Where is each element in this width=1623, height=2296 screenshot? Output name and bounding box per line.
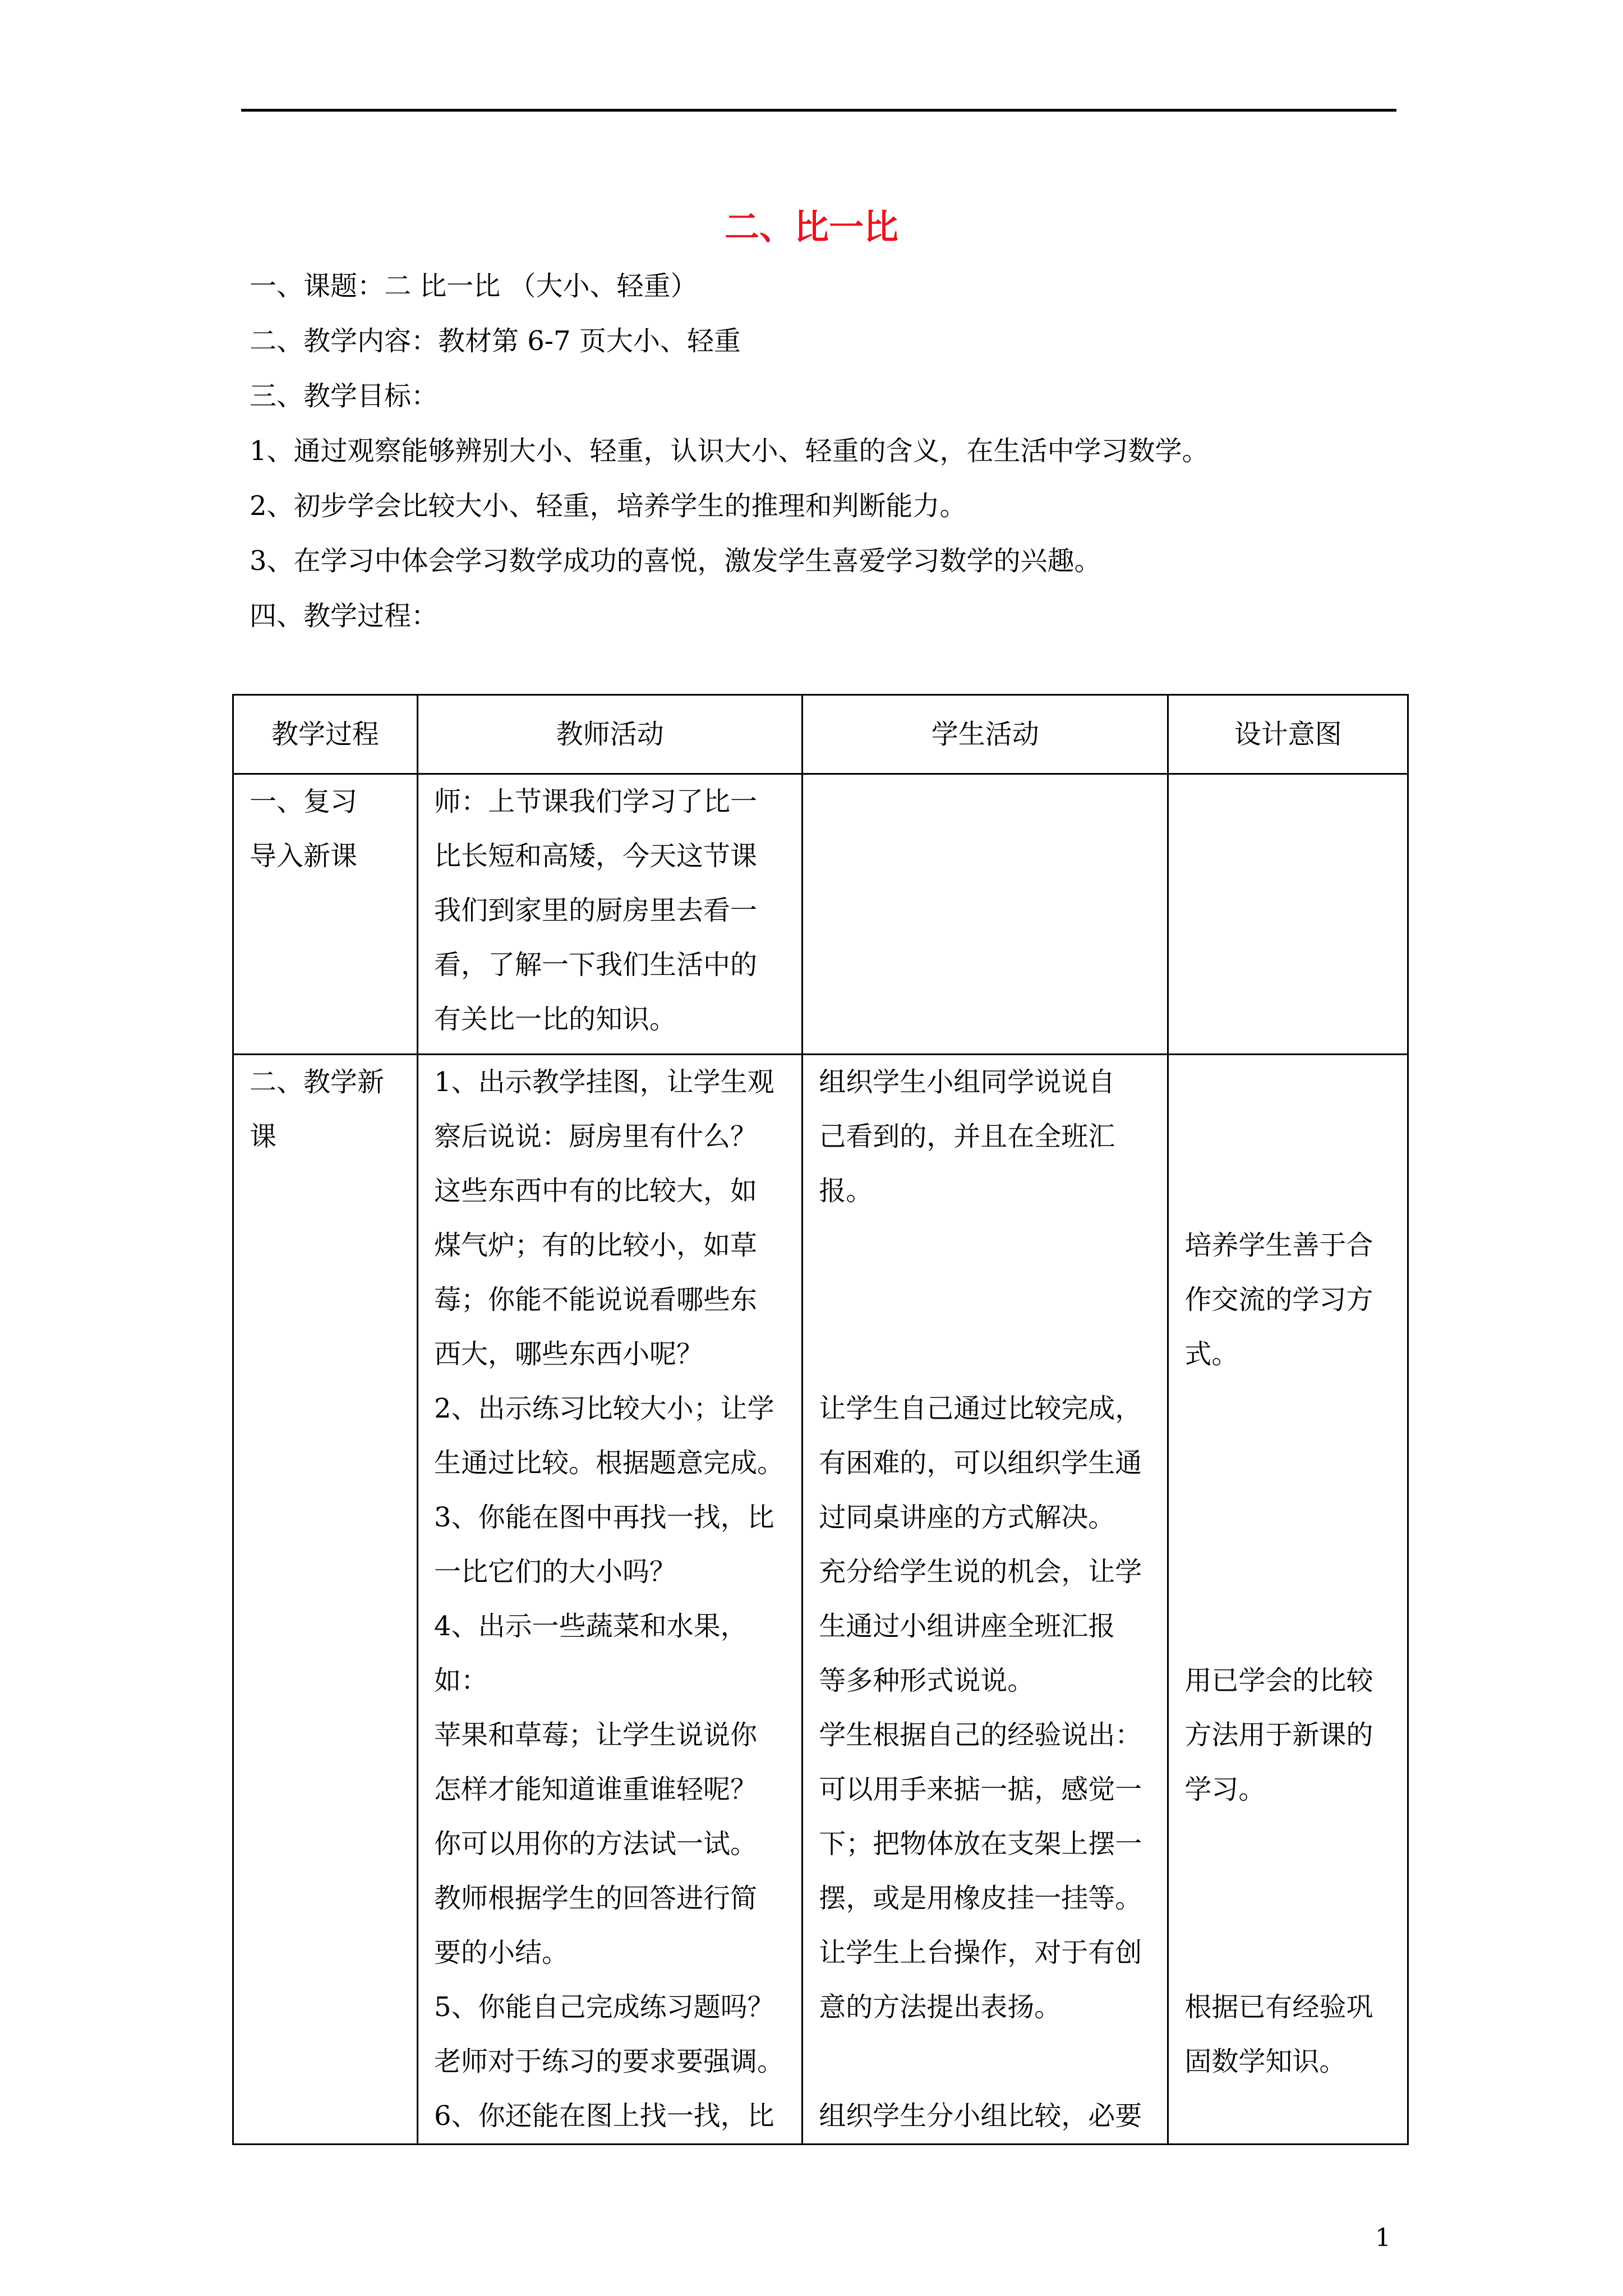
header-rule bbox=[241, 109, 1396, 112]
intent-text: 培养学生善于合 作交流的学习方 式。 用已学会的比较 方法用于新课的 学习。 根据已有经验巩 固数学知识。 bbox=[1184, 1230, 1373, 2077]
goal-3: 3、在学习中体会学习数学成功的喜悦，激发学生喜爱学习数学的兴趣。 bbox=[250, 545, 1101, 577]
table-row bbox=[233, 1055, 1408, 2145]
table-header-row bbox=[233, 695, 1408, 774]
table-row bbox=[233, 774, 1408, 1055]
teaching-goals-heading: 三、教学目标： bbox=[250, 380, 439, 412]
cell-stage bbox=[233, 1055, 418, 2145]
page-number: 1 bbox=[1375, 2224, 1391, 2252]
teaching-content: 二、教学内容：教材第 6-7 页大小、轻重 bbox=[250, 325, 741, 357]
teacher-text: 师：上节课我们学习了比一 比长短和高矮，今天这节课 我们到家里的厨房里去看一 看，了解一下我们生活中的 有关比一比的知识。 bbox=[434, 786, 758, 1035]
page-title: 二、比一比 bbox=[724, 206, 898, 247]
cell-student bbox=[803, 774, 1168, 1055]
header-design-intent: 设计意图 bbox=[1168, 695, 1408, 774]
cell-teacher bbox=[418, 774, 803, 1055]
header-teacher-activity: 教师活动 bbox=[418, 695, 803, 774]
goal-2: 2、初步学会比较大小、轻重，培养学生的推理和判断能力。 bbox=[250, 490, 967, 522]
goal-1: 1、通过观察能够辨别大小、轻重，认识大小、轻重的含义，在生活中学习数学。 bbox=[250, 435, 1209, 467]
student-text: 组织学生小组同学说说自 己看到的，并且在全班汇 报。 让学生自己通过比较完成， 有困难的，可以组织学生通 过同桌讲座的方式解决。 充分给学生说的机会，让学 生通过小组讲座全班汇报 等多种形式说说。 学生根据自己的经验说出： 可以用手来掂一掂，感觉一 下；把物体放在支架上摆一 摆，或是用橡皮挂一挂等。 让学生上台操作，对于有创 意的方法提出表扬。 组织学生分小组比较，必要 bbox=[819, 1066, 1142, 2132]
cell-intent bbox=[1168, 774, 1408, 1055]
header-stage: 教学过程 bbox=[233, 695, 418, 774]
cell-student bbox=[803, 1055, 1168, 2145]
stage-text: 一、复习 导入新课 bbox=[250, 786, 358, 872]
cell-stage bbox=[233, 774, 418, 1055]
teacher-text: 1、出示教学挂图，让学生观 察后说说：厨房里有什么？ 这些东西中有的比较大，如 煤气炉；有的比较小，如草 莓；你能不能说说看哪些东 西大，哪些东西小呢？ 2、出示练习比较大小；让学 生通过比较。根据题意完成。 3、你能在图中再找一找，比 一比它们的大小吗？ 4、出示一些蔬菜和水果，如： 苹果和草莓；让学生说说你 怎样才能知道谁重谁轻呢？ 你可以用你的方法试一试。 教师根据学生的回答进行简 要的小结。 5、你能自己完成练习题吗？ 老师对于练习的要求要强调。 6、你还能在图上找一找，比 bbox=[434, 1066, 785, 2132]
lesson-plan-table bbox=[232, 694, 1409, 2145]
cell-teacher bbox=[418, 1055, 803, 2145]
header-student-activity: 学生活动 bbox=[803, 695, 1168, 774]
stage-text: 二、教学新课 bbox=[250, 1066, 385, 1152]
cell-intent bbox=[1168, 1055, 1408, 2145]
teaching-process-heading: 四、教学过程： bbox=[250, 600, 439, 632]
lesson-topic: 一、课题：二 比一比 （大小、轻重） bbox=[250, 270, 698, 302]
